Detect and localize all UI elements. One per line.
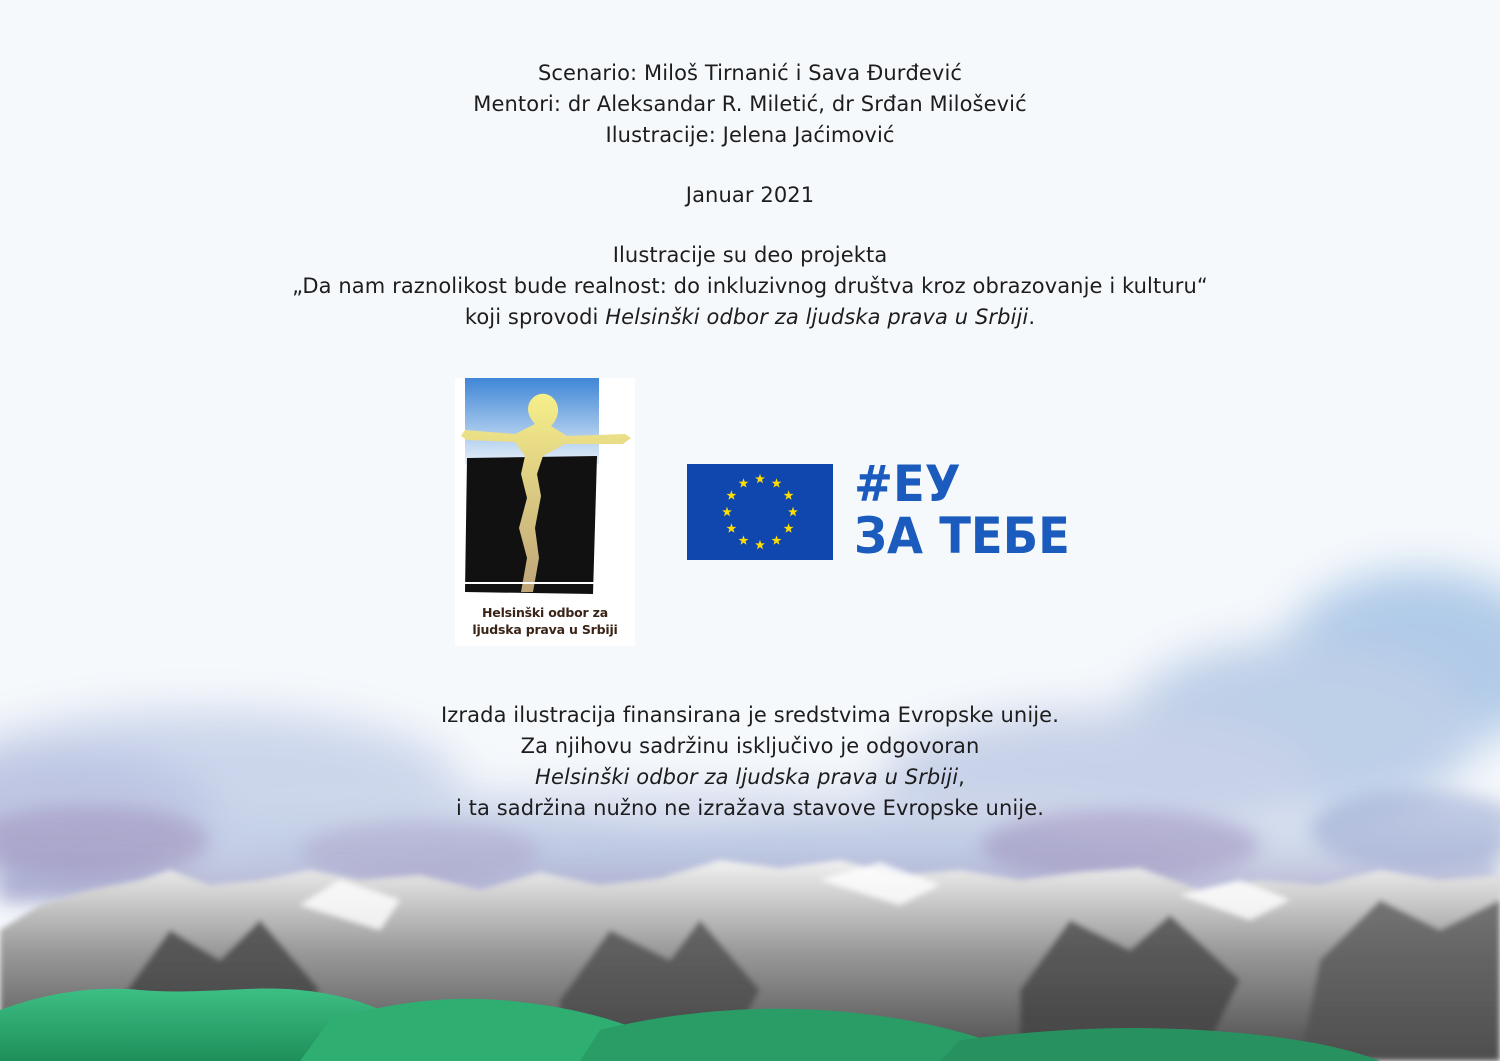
date-block xyxy=(0,180,1500,211)
helsinki-caption-line1: Helsinški odbor za xyxy=(482,605,608,620)
disclaimer-org-name: Helsinški odbor za ljudska prava u Srbiji xyxy=(535,765,959,789)
credits-illustrations: Ilustracije: Jelena Jaćimović xyxy=(605,123,895,147)
disclaimer-organization xyxy=(0,762,1500,793)
project-implementer-org: Helsinški odbor za ljudska prava u Srbiji xyxy=(605,305,1029,329)
project-block xyxy=(0,240,1500,333)
helsinki-logo-caption xyxy=(455,604,635,638)
disclaimer-block xyxy=(0,700,1500,824)
disclaimer-funding: Izrada ilustracija finansirana je sredstvima Evropske unije. xyxy=(441,703,1059,727)
eu-slogan-line1: #ЕУ xyxy=(854,455,961,513)
eu-flag-icon xyxy=(687,464,833,560)
disclaimer-org-suffix: , xyxy=(958,765,965,789)
helsinki-committee-logo xyxy=(455,378,635,646)
publication-date: Januar 2021 xyxy=(685,183,815,207)
disclaimer-views: i ta sadržina nužno ne izražava stavove Evropske unije. xyxy=(455,796,1045,820)
eu-slogan xyxy=(854,455,1086,565)
eu-slogan-line2: ЗА ТЕБЕ xyxy=(854,507,1070,565)
project-intro: Ilustracije su deo projekta xyxy=(612,243,888,267)
project-title: „Da nam raznolikost bude realnost: do inkluzivnog društva kroz obrazovanje i kulturu“ xyxy=(292,274,1208,298)
credits-block xyxy=(0,58,1500,151)
project-implementer-suffix: . xyxy=(1028,305,1036,329)
helsinki-caption-line2: ljudska prava u Srbiji xyxy=(472,622,618,637)
credits-scenario: Scenario: Miloš Tirnanić i Sava Đurđević xyxy=(537,61,963,85)
project-implementer xyxy=(0,302,1500,333)
project-implementer-prefix: koji sprovodi xyxy=(464,305,606,329)
credits-mentors: Mentori: dr Aleksandar R. Miletić, dr Srđan Milošević xyxy=(473,92,1027,116)
disclaimer-responsibility: Za njihovu sadržinu isključivo je odgovoran xyxy=(520,734,980,758)
